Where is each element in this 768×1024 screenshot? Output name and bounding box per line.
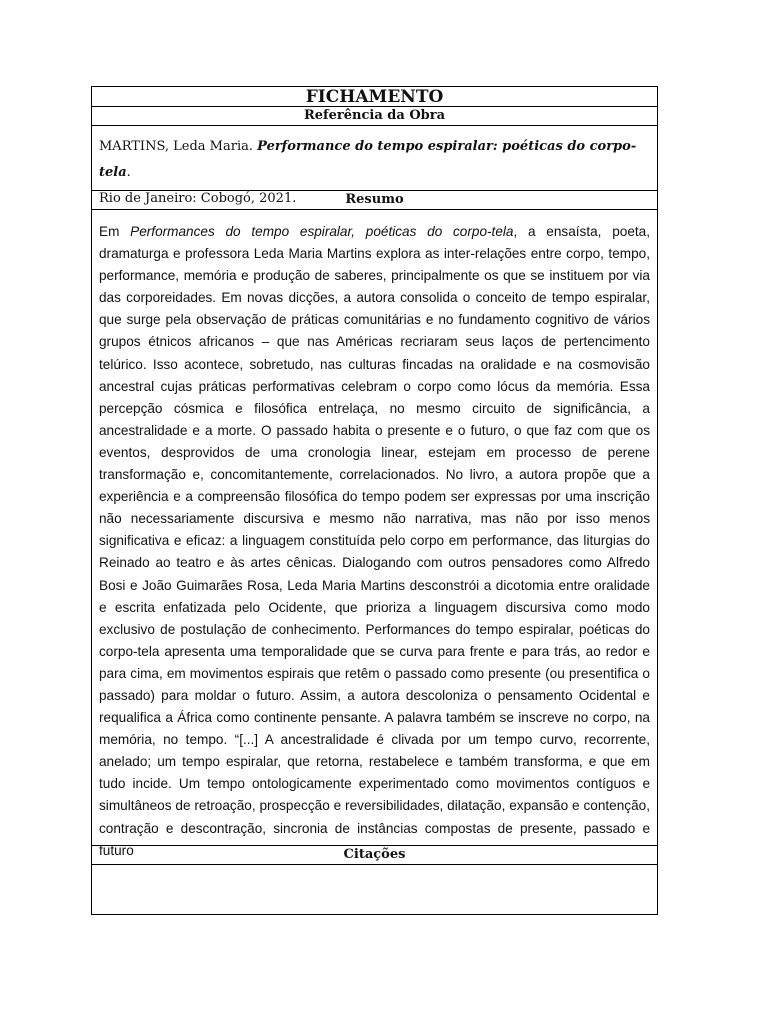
summary-work-title: Performances do tempo espiralar, poéticas do corpo-tela: [130, 224, 514, 239]
reference-publication: Rio de Janeiro: Cobogó, 2021.: [99, 191, 297, 206]
document-title: FICHAMENTO: [92, 87, 657, 107]
citations-heading: Citações: [92, 846, 657, 865]
reference-heading: Referência da Obra: [92, 107, 657, 126]
citations-content: [92, 865, 657, 914]
reference-work-title: Performance do tempo espiralar: poéticas do corpo-tela: [99, 139, 637, 180]
reference-line-1: [99, 134, 650, 186]
summary-text: , a ensaísta, poeta, dramaturga e professora Leda Maria Martins explora as inter-relações entre corpo, tempo, performance, memória e produção de saberes, principalmente os que se instituem por via das corporeidades. Em novas dicções, a autora consolida o conceito de tempo espiralar, que surge pela observação de práticas comunitárias e no fundamento cognitivo de vários grupos étnicos africanos – que nas Américas recriaram seus laços de pertencimento telúrico. Isso acontece, sobretudo, nas culturas fincadas na oralidade e na cosmovisão ancestral cujas práticas performativas celebram o corpo como lócus da memória. Essa percepção cósmica e filosófica entrelaça, no mesmo circuito de significância, a ancestralidade e a morte. O passado habita o presente e o futuro, o que faz com que os eventos, desprovidos de uma cronologia linear, estejam em processo de perene transformação e, concomitantemente, correlacionados. No livro, a autora propõe que a experiência e a compreensão filosófica do tempo podem ser expressas por uma inscrição não necessariamente discursiva e mesmo não narrativa, mas não por isso menos significativa e eficaz: a linguagem constituída pelo corpo em performance, das liturgias do Reinado ao teatro e às artes cênicas. Dialogando com outros pensadores como Alfredo Bosi e João Guimarães Rosa, Leda Maria Martins desconstrói a dicotomia entre oralidade e escrita enfatizada pelo Ocidente, que prioriza a linguagem discursiva como modo exclusivo de postulação de conhecimento. Performances do tempo espiralar, poéticas do corpo-tela apresenta uma temporalidade que se curva para frente e para trás, ao redor e para cima, em movimentos espirais que retêm o passado como presente (ou presentifica o passado) para moldar o futuro. Assim, a autora descoloniza o pensamento Ocidental e requalifica a África como continente pensante. A palavra também se inscreve no corpo, na memória, no tempo. “[...] A ancestralidade é clivada por um tempo curvo, recorrente, anelado; um tempo espiralar, que retorna, restabelece e também transforma, e que em tudo incide. Um tempo ontologicamente experimentado como movimentos contíguos e simultâneos de retroação, prospecção e reversibilidades, dilatação, expansão e contenção, contração e descontração, sincronia de instâncias compostas de presente, passado e futuro: [99, 224, 650, 858]
summary-intro: Em: [99, 224, 120, 239]
summary-heading: Resumo: [92, 191, 657, 210]
fichamento-table: [91, 86, 658, 915]
reference-author: MARTINS, Leda Maria.: [99, 139, 253, 154]
reference-period: .: [126, 165, 131, 180]
